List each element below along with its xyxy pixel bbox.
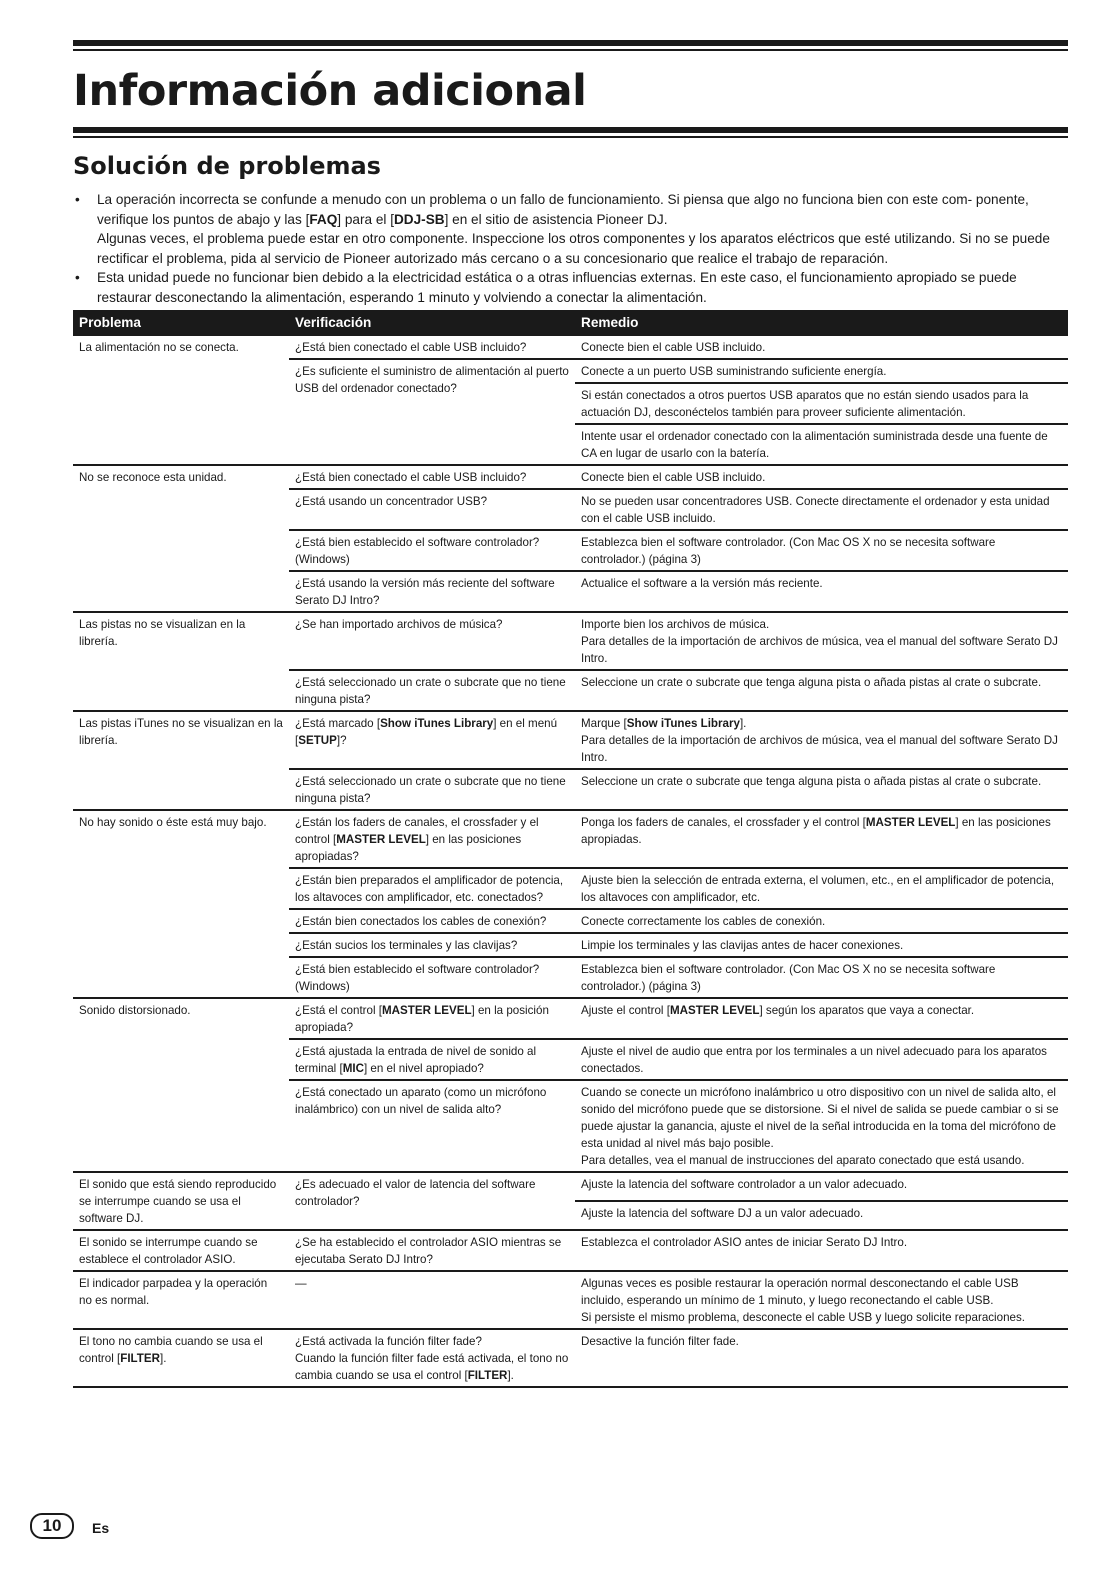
remedy-cell: Marque [Show iTunes Library]. Para detalles de la importación de archivos de música, vea el manual del software Serato DJ Intro. [575,711,1068,769]
troubleshooting-table [73,310,1068,1388]
remedy-cell: Ajuste el nivel de audio que entra por los terminales a un nivel adecuado para los aparatos conectados. [575,1039,1068,1080]
check-cell: ¿Está seleccionado un crate o subcrate que no tiene ninguna pista? [289,769,575,810]
check-cell: ¿Está bien establecido el software controlador? (Windows) [289,530,575,571]
remedy-cell: Seleccione un crate o subcrate que tenga alguna pista o añada pistas al crate o subcrate. [575,670,1068,711]
problem-cell: La alimentación no se conecta. [73,335,289,465]
table-header-row [73,310,1068,335]
check-cell: ¿Están bien preparados el amplificador de potencia, los altavoces con amplificador, etc. conectados? [289,868,575,909]
check-cell: ¿Está conectado un aparato (como un micrófono inalámbrico) con un nivel de salida alto? [289,1080,575,1172]
problem-cell: Sonido distorsionado. [73,998,289,1172]
remedy-cell: Conecte bien el cable USB incluido. [575,335,1068,359]
remedy-cell: Ajuste la latencia del software DJ a un valor adecuado. [575,1201,1068,1230]
check-cell: ¿Está usando un concentrador USB? [289,489,575,530]
check-cell: ¿Están sucios los terminales y las clavijas? [289,933,575,957]
remedy-cell: Establezca bien el software controlador. (Con Mac OS X no se necesita software controlador.) (página 3) [575,530,1068,571]
problem-cell: Las pistas no se visualizan en la librería. [73,612,289,711]
intro-list [73,190,1068,307]
remedy-cell: Ajuste la latencia del software controlador a un valor adecuado. [575,1172,1068,1201]
remedy-cell: Conecte a un puerto USB suministrando suficiente energía. [575,359,1068,383]
remedy-cell: Ajuste el control [MASTER LEVEL] según los aparatos que vaya a conectar. [575,998,1068,1039]
check-cell: ¿Está ajustada la entrada de nivel de sonido al terminal [MIC] en el nivel apropiado? [289,1039,575,1080]
table-row [73,612,1068,670]
check-cell: ¿Se han importado archivos de música? [289,612,575,670]
check-cell: ¿Está bien establecido el software controlador? (Windows) [289,957,575,998]
remedy-cell: Seleccione un crate o subcrate que tenga alguna pista o añada pistas al crate o subcrate. [575,769,1068,810]
problem-cell: No se reconoce esta unidad. [73,465,289,612]
check-cell: ¿Está usando la versión más reciente del software Serato DJ Intro? [289,571,575,612]
table-row [73,998,1068,1039]
remedy-cell: Actualice el software a la versión más reciente. [575,571,1068,612]
table-row [73,1172,1068,1201]
check-cell: ¿Se ha establecido el controlador ASIO mientras se ejecutaba Serato DJ Intro? [289,1230,575,1271]
page-title: Información adicional [73,66,587,116]
check-cell: ¿Está activada la función filter fade? Cuando la función filter fade está activada, el tono no cambia cuando se usa el control [FILTER]. [289,1329,575,1387]
title-rule [73,127,1068,138]
table-row [73,335,1068,359]
remedy-cell: Ponga los faders de canales, el crossfader y el control [MASTER LEVEL] en las posiciones apropiadas. [575,810,1068,868]
remedy-cell: Ajuste bien la selección de entrada externa, el volumen, etc., en el amplificador de potencia, los altavoces con amplificador, etc. [575,868,1068,909]
remedy-cell: Cuando se conecte un micrófono inalámbrico u otro dispositivo con un nivel de salida alto, el sonido del micrófono puede que se distorsione. Si el nivel de salida se puede cambiar o si se puede ajustar la ganancia, ajuste el nivel de la señal introducida en la toma del micrófono de esta unidad al nivel más bajo posible. Para detalles, vea el manual de instrucciones del aparato conectado que está usando. [575,1080,1068,1172]
header-remedy: Remedio [575,310,1068,335]
problem-cell: El sonido se interrumpe cuando se establece el controlador ASIO. [73,1230,289,1271]
remedy-cell: Limpie los terminales y las clavijas antes de hacer conexiones. [575,933,1068,957]
remedy-cell: Establezca bien el software controlador. (Con Mac OS X no se necesita software controlador.) (página 3) [575,957,1068,998]
check-cell: — [289,1271,575,1329]
check-cell: ¿Está el control [MASTER LEVEL] en la posición apropiada? [289,998,575,1039]
problem-cell: El indicador parpadea y la operación no es normal. [73,1271,289,1329]
table-row [73,1329,1068,1387]
table-row [73,465,1068,489]
model-ref: DDJ-SB [393,211,445,227]
remedy-cell: Desactive la función filter fade. [575,1329,1068,1387]
problem-cell: El sonido que está siendo reproducido se interrumpe cuando se usa el software DJ. [73,1172,289,1230]
page-footer [30,1513,109,1539]
remedy-cell: Conecte correctamente los cables de conexión. [575,909,1068,933]
page [73,40,1068,1388]
check-cell: ¿Es suficiente el suministro de alimentación al puerto USB del ordenador conectado? [289,359,575,465]
header-check: Verificación [289,310,575,335]
problem-cell: El tono no cambia cuando se usa el control [FILTER]. [73,1329,289,1387]
remedy-cell: Importe bien los archivos de música. Para detalles de la importación de archivos de música, vea el manual del software Serato DJ Intro. [575,612,1068,670]
intro-b1-line1: La operación incorrecta se confunde a menudo con un problema o un fallo de funcionamiento. Si piensa que algo no funciona bien con este com- [97,192,973,207]
check-cell: ¿Están bien conectados los cables de conexión? [289,909,575,933]
top-rule [73,40,1068,51]
check-cell: ¿Está bien conectado el cable USB incluido? [289,335,575,359]
page-number: 10 [30,1513,74,1539]
problem-cell: No hay sonido o éste está muy bajo. [73,810,289,998]
table-row [73,1271,1068,1329]
remedy-cell: Si están conectados a otros puertos USB aparatos que no están siendo usados para la actuación DJ, desconéctelos también para proveer suficiente alimentación. [575,383,1068,424]
check-cell: ¿Es adecuado el valor de latencia del software controlador? [289,1172,575,1230]
check-cell: ¿Están los faders de canales, el crossfader y el control [MASTER LEVEL] en las posiciones apropiadas? [289,810,575,868]
problem-cell: Las pistas iTunes no se visualizan en la librería. [73,711,289,810]
faq-ref: FAQ [309,211,338,227]
intro-bullet-2: • Esta unidad puede no funcionar bien debido a la electricidad estática o a otras influencias externas. En este caso, el funcionamiento apropiado se puede restaurar desconectando la alimentación, esperando 1 minuto y volviendo a conectar la alimentación. [73,268,1068,307]
check-cell: ¿Está seleccionado un crate o subcrate que no tiene ninguna pista? [289,670,575,711]
check-cell: ¿Está bien conectado el cable USB incluido? [289,465,575,489]
intro-bullet-1: • La operación incorrecta se confunde a menudo con un problema o un fallo de funcionamiento. Si piensa que algo no funciona bien con este com- ponente, verifique los puntos de abajo y las [FAQ] para el [DDJ-SB] en el sitio de asistencia Pioneer DJ. Algunas veces, el problema puede estar en otro componente. Inspeccione los otros componentes y los aparatos eléctricos que esté utilizando. Si no se puede rectificar el problema, pida al servicio de Pioneer autorizado más cercano o a su concesionario que realice el trabajo de reparación. [73,190,1068,268]
table-row [73,711,1068,769]
table-row [73,1230,1068,1271]
table-row [73,810,1068,868]
check-cell: ¿Está marcado [Show iTunes Library] en el menú [SETUP]? [289,711,575,769]
remedy-cell: Establezca el controlador ASIO antes de iniciar Serato DJ Intro. [575,1230,1068,1271]
section-title: Solución de problemas [73,152,381,180]
remedy-cell: Intente usar el ordenador conectado con la alimentación suministrada desde una fuente de CA en lugar de usarlo con la batería. [575,424,1068,465]
intro-b1-para2: Algunas veces, el problema puede estar en otro componente. Inspeccione los otros componentes y los aparatos eléctricos que esté utilizando. Si no se puede rectificar el problema, pida al servicio de Pioneer autorizado más cercano o a su concesionario que realice el trabajo de reparación. [97,231,1050,266]
header-problem: Problema [73,310,289,335]
remedy-cell: Algunas veces es posible restaurar la operación normal desconectando el cable USB incluido, esperando un mínimo de 1 minuto, y luego reconectando el cable USB. Si persiste el mismo problema, desconecte el cable USB y luego solicite reparaciones. [575,1271,1068,1329]
remedy-cell: Conecte bien el cable USB incluido. [575,465,1068,489]
remedy-cell: No se pueden usar concentradores USB. Conecte directamente el ordenador y esta unidad con el cable USB incluido. [575,489,1068,530]
language-code: Es [92,1520,110,1536]
